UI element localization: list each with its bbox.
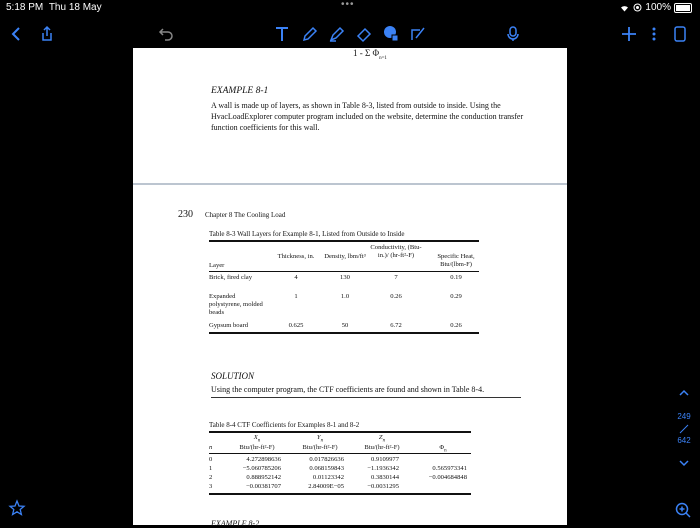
back-chevron-icon[interactable]	[7, 24, 27, 44]
table-rule-bottom	[209, 332, 479, 334]
multitasking-dots-icon[interactable]: •••	[341, 0, 355, 10]
page-up-chevron-icon[interactable]	[674, 386, 694, 402]
header-conductivity: Conductivity, (Btu-in.)/ (hr-ft²-F)	[370, 244, 422, 259]
battery-icon	[674, 3, 692, 13]
highlighter-tool-icon[interactable]	[327, 24, 347, 44]
chapter-label: Chapter 8 The Cooling Load	[205, 211, 286, 219]
solution-heading: SOLUTION	[211, 371, 255, 381]
eraser-tool-icon[interactable]	[354, 24, 374, 44]
header-phi: $\Phi_n$	[439, 444, 447, 454]
solution-underline	[211, 397, 521, 398]
share-icon[interactable]	[37, 24, 57, 44]
header-y: $Y_n$	[316, 434, 324, 444]
header-thickness: Thickness, in.	[277, 253, 315, 260]
document-page-previous	[133, 48, 567, 183]
status-indicators	[619, 2, 692, 13]
add-icon[interactable]	[619, 24, 639, 44]
table-rule-top	[209, 240, 479, 242]
undo-icon[interactable]	[156, 24, 176, 44]
header-x-unit: Btu/(hr-ft²-F)	[239, 444, 275, 451]
formula: 1 - Σ $\Phi_{n=1}$	[353, 48, 387, 61]
page-down-chevron-icon[interactable]	[674, 456, 694, 472]
solution-text: Using the computer program, the CTF coefficients are found and shown in Table 8-4.	[211, 385, 485, 394]
table-rule-header	[209, 453, 471, 454]
table-rule-top	[209, 431, 471, 433]
page-slash-icon	[674, 424, 694, 434]
total-pages-indicator: 642	[677, 436, 691, 445]
current-page-indicator[interactable]: 249	[677, 412, 691, 421]
favorite-star-icon[interactable]	[7, 498, 27, 518]
more-options-icon[interactable]	[644, 24, 664, 44]
text-tool-icon[interactable]	[272, 24, 292, 44]
header-z-unit: Btu/(hr-ft²-F)	[364, 444, 400, 451]
example-text: A wall is made up of layers, as shown in Table 8-3, listed from outside to inside. Using the HvacLoadExplorer computer program included on the website, determine the conduction transfer function coefficients for this wall.	[211, 101, 524, 132]
focus-icon	[633, 3, 642, 12]
table-8-3-caption: Table 8-3 Wall Layers for Example 8-1, Listed from Outside to Inside	[209, 230, 405, 238]
markup-tool-icon[interactable]	[408, 24, 428, 44]
status-bar	[0, 0, 700, 14]
header-layer: Layer	[209, 262, 225, 269]
wifi-icon	[619, 3, 630, 12]
table-rule-header	[209, 271, 479, 272]
battery-percent: 100%	[645, 2, 671, 13]
page-view-icon[interactable]	[670, 24, 690, 44]
document-page-230: 230 Chapter 8 The Cooling Load Table 8-3 Wall Layers for Example 8-1, Listed from Outside to Inside Layer Thickness, in. Density, lbm/ft³ Conductivity, (Btu-in.)/ (hr-ft²-F) Specific Heat, Btu/(lbm-F) Brick, fired clay 4 130 7 0.19 Expanded polystyrene, molded beads 1 1.0 0.26 0.29 Gypsum board 0.625 50 6.72 0.26 SOLUTION Using the computer program, the CTF coefficients are found and shown in Table 8-4. Table 8-4 CTF Coefficients for Examples 8-1 and 8-2 n $X_n$ Btu/(hr-ft²-F) $Y_n$ Btu/(hr-ft²-F) $Z_n$ Btu/(hr-ft²-F) $\Phi_n$ 0 4.272898636 0.017826636 0.9109977 1 −5.060785206 0.068159843 −1.1936342 0.565973341 2 0.888952142 0.01123342 0.3830144 −0.004684848 3 −0.00381707 2.84009E−05 −0.0031295 EXAMPLE 8-2	[133, 185, 567, 525]
header-density: Density, lbm/ft³	[324, 253, 366, 260]
next-example-heading: EXAMPLE 8-2	[211, 519, 260, 528]
pen-tool-icon[interactable]	[300, 24, 320, 44]
status-time: 5:18 PM Thu 18 May	[6, 2, 102, 13]
header-specific-heat: Specific Heat, Btu/(lbm-F)	[437, 253, 475, 268]
zoom-in-icon[interactable]	[673, 500, 693, 520]
header-z: $Z_n$	[378, 434, 386, 444]
page-number: 230	[178, 209, 193, 220]
toolbar	[0, 18, 700, 48]
table-rule-bottom	[209, 493, 471, 495]
header-n: n	[209, 444, 213, 451]
lasso-shapes-tool-icon[interactable]	[381, 24, 401, 44]
example-heading: EXAMPLE 8-1	[211, 86, 269, 96]
microphone-icon[interactable]	[503, 24, 523, 44]
table-8-4-caption: Table 8-4 CTF Coefficients for Examples 8-1 and 8-2	[209, 421, 360, 429]
header-x: $X_n$	[253, 434, 261, 444]
header-y-unit: Btu/(hr-ft²-F)	[302, 444, 338, 451]
